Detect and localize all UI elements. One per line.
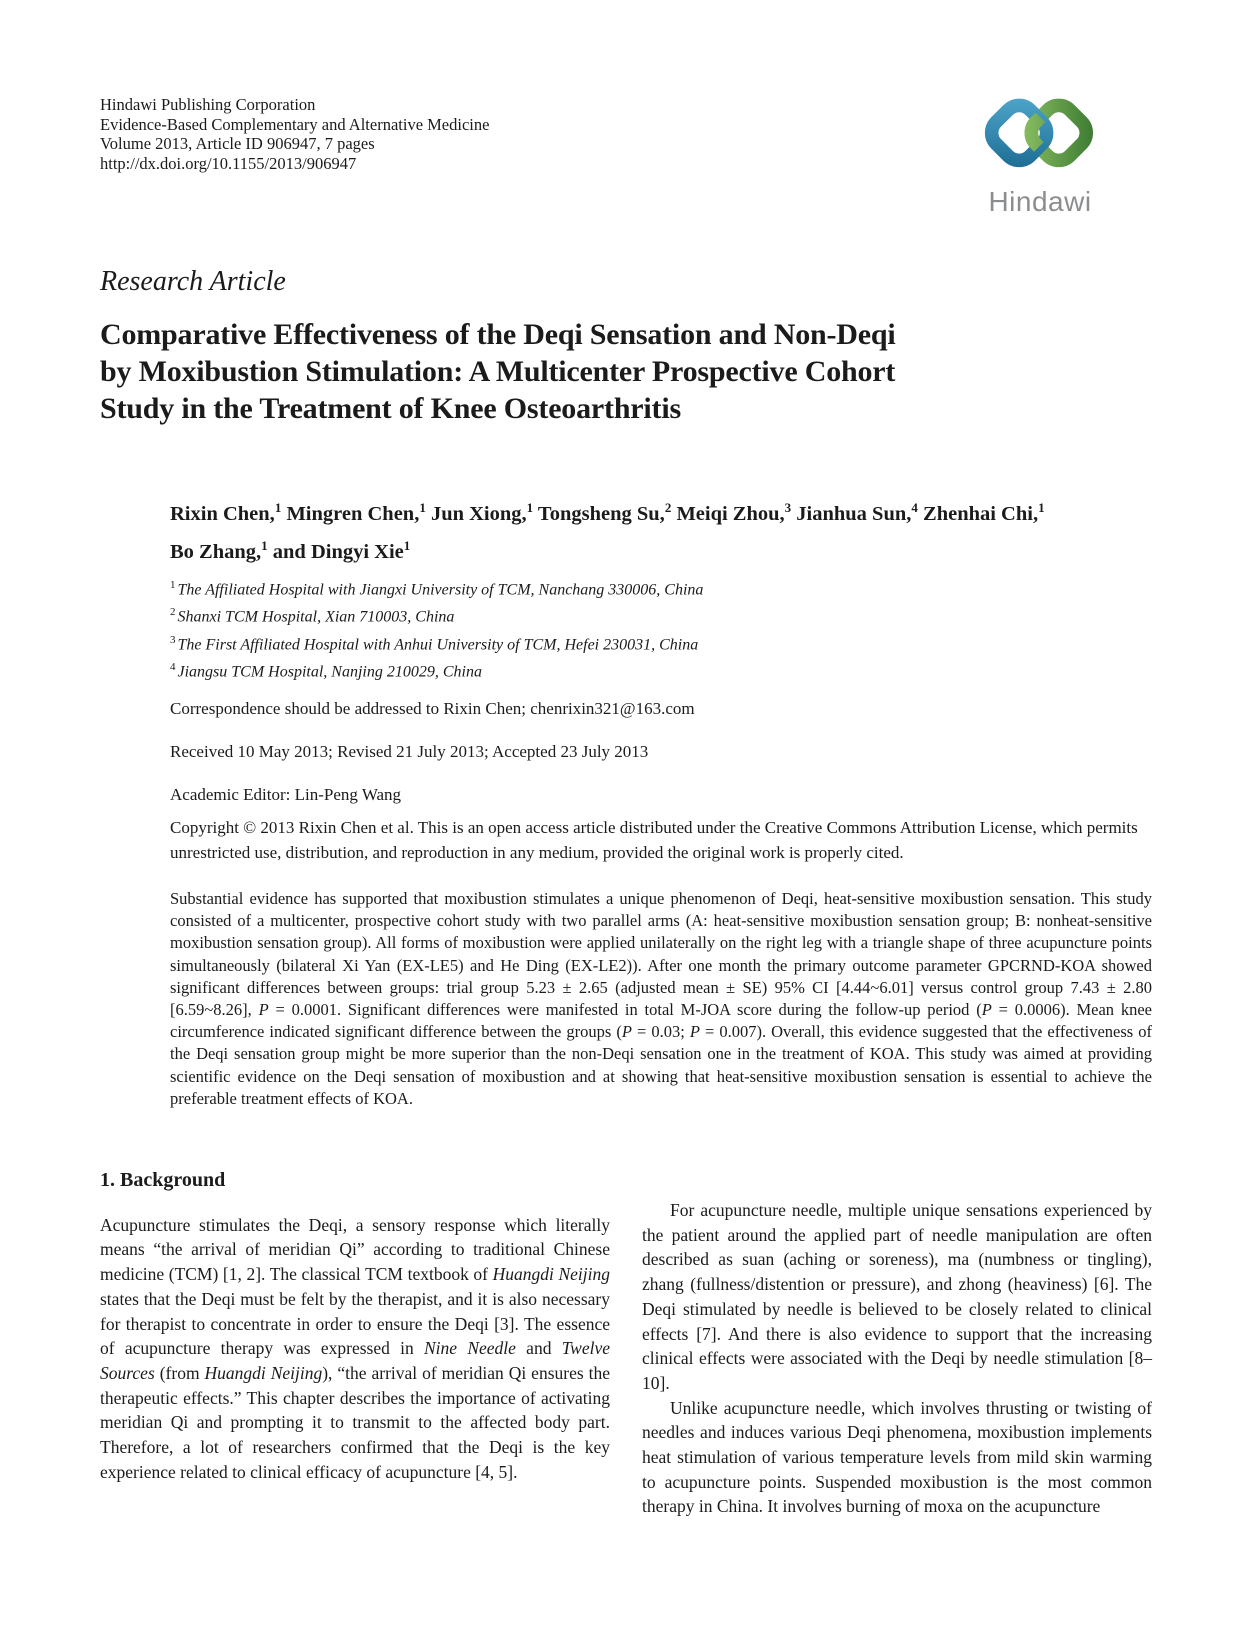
background-paragraph-3: Unlike acupuncture needle, which involves thrusting or twisting of needles and induces various Deqi phenomena, moxibustion implements heat stimulation of various temperature levels from mild skin warming to acupuncture points. Suspended moxibustion is the most common therapy in China. It involves burning of moxa on the acupuncture [642, 1397, 1152, 1517]
affiliation [170, 629, 1070, 656]
body-text: (from [154, 1362, 205, 1383]
affiliation-text: Shanxi TCM Hospital, Xian 710003, China [177, 608, 455, 626]
affiliation [170, 574, 1070, 601]
doi-link[interactable]: http://dx.doi.org/10.1155/2013/906947 [100, 153, 357, 173]
editor-line: Academic Editor: Lin-Peng Wang [170, 785, 402, 804]
affiliation [170, 656, 1070, 683]
abstract-text: P [981, 1000, 992, 1020]
volume-info: Volume 2013, Article ID 906947, 7 pages [100, 134, 375, 153]
author-aff-ref: 2 [664, 500, 672, 515]
author: Mingren Chen, [281, 502, 420, 525]
hindawi-wordmark: Hindawi [988, 186, 1092, 217]
background-paragraph-2: For acupuncture needle, multiple unique sensations experienced by the patient around the applied part of needle manipulation are often described as suan (aching or soreness), ma (numbness or tingling), zhang (fullness/distention or pressure), and zhong (heaviness) [6]. The Deqi stimulated by needle is believed to be closely related to clinical effects [7]. And there is also evidence to support that the increasing clinical effects were associated with the Deqi by needle stimulation [8–10]. [642, 1200, 1152, 1393]
title-line-1: Comparative Effectiveness of the Deqi Sensation and Non-Deqi [100, 318, 896, 351]
author-aff-ref: 1 [1038, 500, 1045, 515]
author-aff-ref: 4 [911, 500, 918, 515]
body-text: Twelve Sources [100, 1338, 610, 1383]
hindawi-rings-icon [970, 87, 1110, 183]
article-title [100, 316, 1155, 427]
background-paragraph-1 [100, 1213, 610, 1485]
publisher-name: Hindawi Publishing Corporation [100, 95, 316, 114]
affiliation-text: The First Affiliated Hospital with Anhui University of TCM, Hefei 230031, China [177, 635, 699, 653]
abstract [170, 888, 1152, 1110]
article-kind: Research Article [100, 266, 286, 297]
affiliation-number: 3 [170, 633, 176, 646]
body-text: states that the Deqi must be felt by the therapist, and it is also necessary for therapist to concentrate in order to ensure the Deqi [3]. The essence of acupuncture therapy was expressed in [100, 1288, 610, 1359]
abstract-text: = 0.007). Overall, this evidence suggested that the effectiveness of the Deqi sensation group might be more superior than the non-Deqi sensation one in the treatment of KOA. This study was aimed at providing scientific evidence on the Deqi sensation of moxibustion and at showing that heat-sensitive moxibustion sensation is essential to achieve the preferable treatment effects of KOA. [170, 1022, 1152, 1108]
author-aff-ref: 1 [261, 537, 268, 553]
affiliation-text: Jiangsu TCM Hospital, Nanjing 210029, China [177, 663, 482, 681]
author: and Dingyi Xie [267, 540, 404, 563]
body-text: ), “the arrival of meridian Qi ensures the therapeutic effects.” This chapter describes the importance of activating meridian Qi and prompting it to transmit to the affected body part. Therefore, a lot of researchers confirmed that the Deqi is the key experience related to clinical efficacy of acupuncture [4, 5]. [100, 1362, 610, 1482]
author-aff-ref: 3 [784, 500, 792, 515]
abstract-text: Substantial evidence has supported that moxibustion stimulates a unique phenomenon of Deqi, heat-sensitive moxibustion sensation. This study consisted of a multicenter, prospective cohort study with two parallel arms (A: heat-sensitive moxibustion sensation group; B: nonheat-sensitive moxibustion sensation group). All forms of moxibustion were applied unilaterally on the right leg with a triangle shape of three acupuncture points simultaneously (bilateral Xi Yan (EX-LE5) and He Ding (EX-LE2)). After one month the primary outcome parameter GPCRND-KOA showed significant differences between groups: trial group 5.23 ± 2.65 (adjusted mean ± SE) 95% CI [4.44~6.01] versus control group 7.43 ± 2.80 [6.59~8.26], [170, 889, 1152, 1020]
copyright-line: Copyright © 2013 Rixin Chen et al. This is an open access article distributed under the Creative Commons Attribution License, which permits unrestricted use, distribution, and reproduction in any medium, provided the original work is properly cited. [170, 818, 1138, 862]
author: Jianhua Sun, [791, 502, 912, 525]
abstract-text: = 0.03; [631, 1022, 690, 1042]
affiliation-list [170, 574, 1070, 683]
hindawi-logo [965, 87, 1115, 218]
abstract-text: P [621, 1022, 632, 1042]
author-aff-ref: 1 [274, 500, 282, 515]
body-text: Nine Needle [424, 1338, 516, 1359]
author: Jun Xiong, [425, 502, 527, 525]
body-text: Acupuncture stimulates the Deqi, a sensory response which literally means “the arrival of meridian Qi” according to traditional Chinese medicine (TCM) [1, 2]. The classical TCM textbook of [100, 1214, 610, 1285]
affiliation-number: 2 [170, 606, 176, 619]
correspondence-line[interactable]: Correspondence should be addressed to Rixin Chen; chenrixin321@163.com [170, 699, 695, 718]
author: Meiqi Zhou, [671, 502, 785, 525]
abstract-text: P [258, 1000, 269, 1020]
body-text: Huangdi Neijing [204, 1362, 323, 1383]
author: Tongsheng Su, [533, 502, 665, 525]
affiliation-number: 1 [170, 579, 176, 591]
column-right [642, 1168, 1152, 1519]
author: Rixin Chen, [170, 502, 275, 525]
body-text: Huangdi Neijing [492, 1264, 611, 1285]
affiliation [170, 601, 1070, 628]
history-line: Received 10 May 2013; Revised 21 July 2013; Accepted 23 July 2013 [170, 742, 649, 761]
affiliation-number: 4 [170, 660, 176, 673]
abstract-text: = 0.0006). Mean knee circumference indicated significant difference between the groups ( [170, 1000, 1152, 1042]
title-line-2: by Moxibustion Stimulation: A Multicenter Prospective Cohort [100, 355, 896, 388]
author-list [170, 492, 1050, 568]
author-aff-ref: 1 [526, 500, 534, 515]
author: Bo Zhang, [170, 540, 262, 563]
affiliation-text: The Affiliated Hospital with Jiangxi University of TCM, Nanchang 330006, China [177, 581, 704, 599]
column-left [100, 1168, 610, 1519]
author-aff-ref: 1 [419, 500, 426, 515]
section-heading-background: 1. Background [100, 1169, 226, 1191]
abstract-text: P [689, 1022, 700, 1042]
body-columns [100, 1168, 1152, 1519]
author: Zhenhai Chi, [917, 502, 1039, 525]
page-header [100, 95, 1155, 217]
author-aff-ref: 1 [403, 537, 411, 553]
body-text: and [515, 1338, 562, 1359]
title-line-3: Study in the Treatment of Knee Osteoarthritis [100, 392, 681, 425]
abstract-text: = 0.0001. Significant differences were manifested in total M-JOA score during the follow-up period ( [268, 1000, 982, 1020]
journal-name: Evidence-Based Complementary and Alternative Medicine [100, 114, 490, 134]
